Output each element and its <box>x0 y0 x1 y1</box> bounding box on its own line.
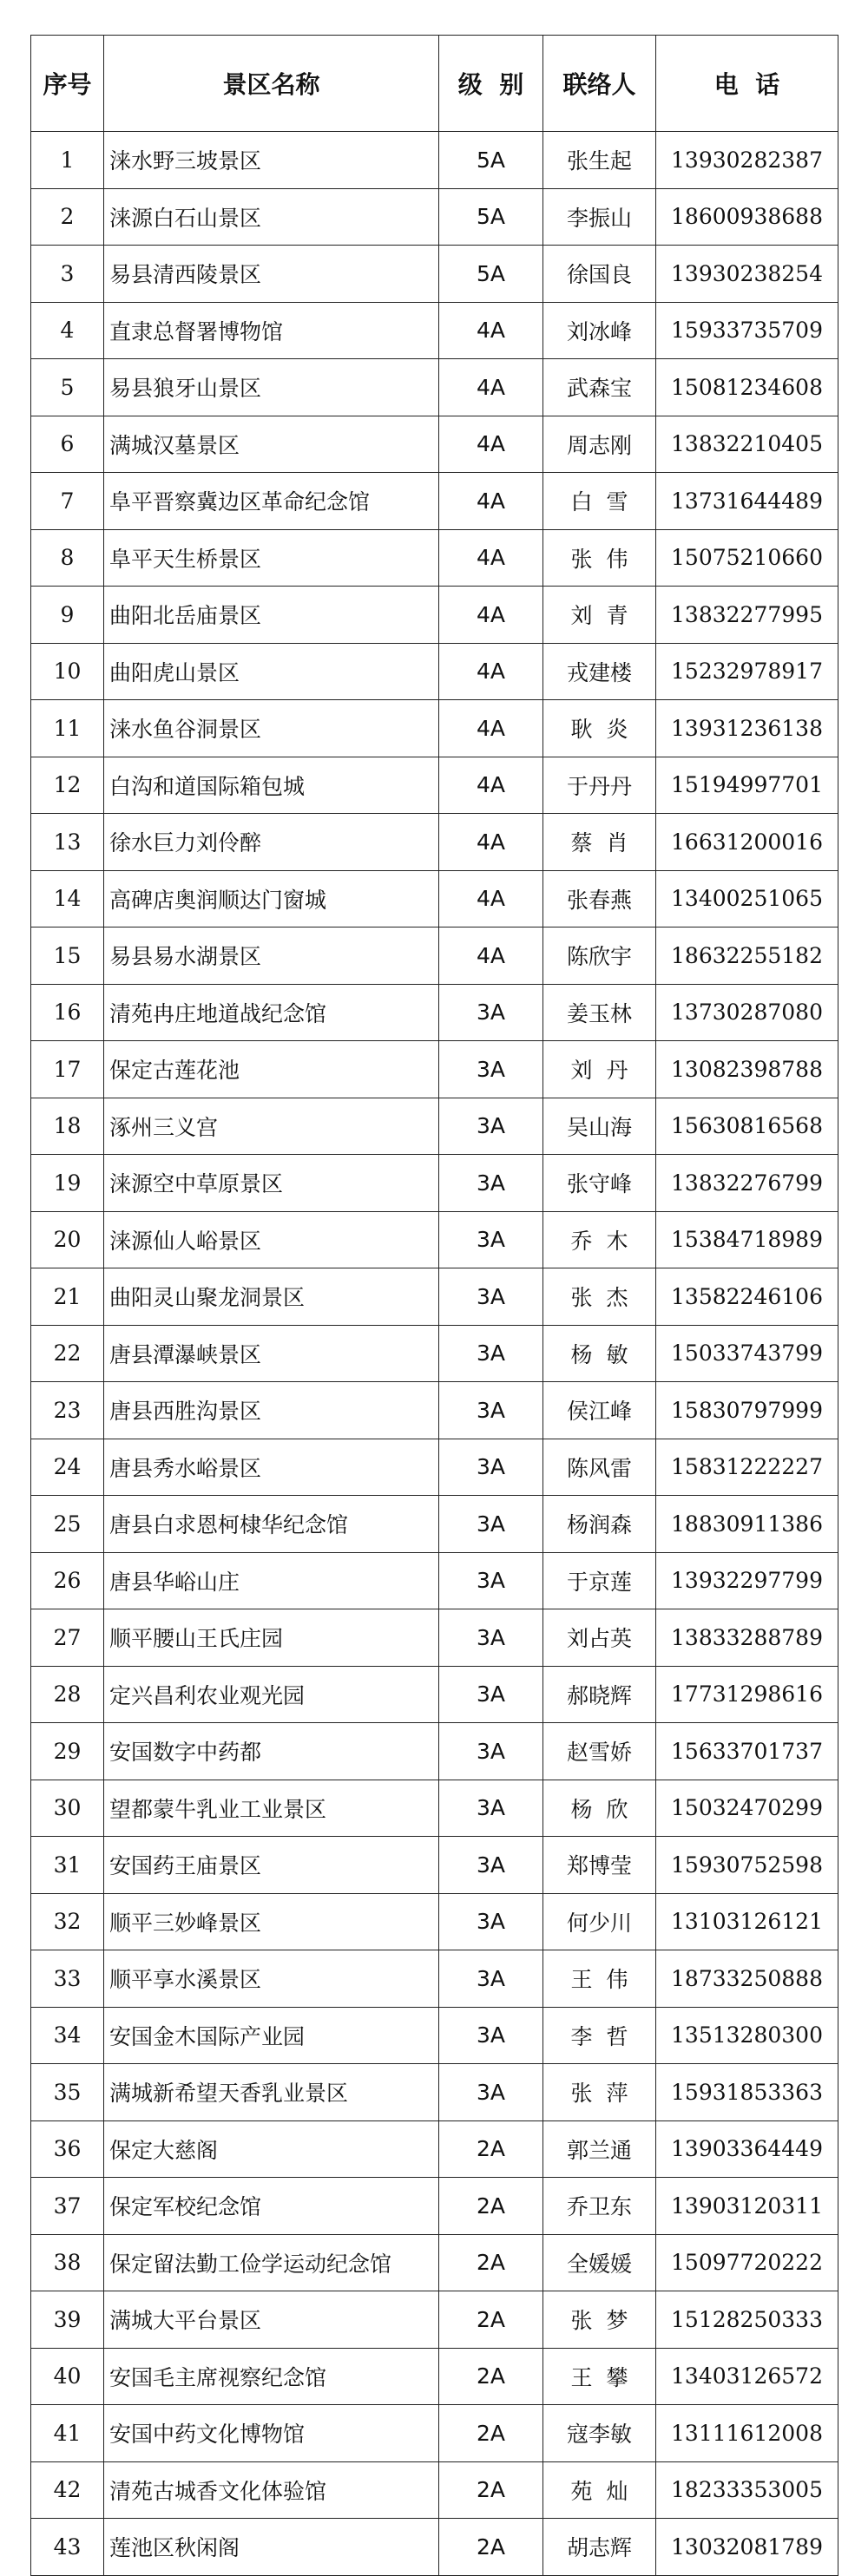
table-row <box>31 1382 838 1439</box>
row-index-cell: 12 <box>31 757 104 814</box>
table-row <box>31 1268 838 1326</box>
table-row <box>31 643 838 700</box>
row-phone-cell: 15830797999 <box>656 1382 838 1439</box>
row-index-cell: 9 <box>31 587 104 644</box>
row-phone-cell: 13832277995 <box>656 587 838 644</box>
row-name-cell: 涿州三义宫 <box>104 1098 439 1155</box>
row-level-cell: 2A <box>439 2234 543 2291</box>
row-contact-cell: 陈风雷 <box>543 1439 656 1496</box>
header-phone: 电 话 <box>656 36 838 132</box>
row-phone-cell: 18733250888 <box>656 1950 838 2008</box>
row-index-cell: 35 <box>31 2064 104 2121</box>
table-row <box>31 984 838 1041</box>
row-phone-cell: 15384718989 <box>656 1211 838 1268</box>
row-index-cell: 24 <box>31 1439 104 1496</box>
row-contact-cell: 刘冰峰 <box>543 302 656 359</box>
row-contact-cell: 张春燕 <box>543 870 656 927</box>
row-phone-cell: 15194997701 <box>656 757 838 814</box>
row-name-cell: 白沟和道国际箱包城 <box>104 757 439 814</box>
table-row <box>31 1552 838 1609</box>
table-row <box>31 2178 838 2235</box>
row-index-cell: 17 <box>31 1041 104 1098</box>
row-contact-cell: 王 攀 <box>543 2348 656 2405</box>
row-phone-cell: 13730287080 <box>656 984 838 1041</box>
table-row <box>31 700 838 757</box>
row-index-cell: 39 <box>31 2291 104 2349</box>
row-level-cell: 3A <box>439 1211 543 1268</box>
row-contact-cell: 徐国良 <box>543 246 656 303</box>
row-index-cell: 1 <box>31 132 104 189</box>
row-index-cell: 2 <box>31 188 104 246</box>
table-row <box>31 2291 838 2349</box>
row-index-cell: 4 <box>31 302 104 359</box>
row-level-cell: 3A <box>439 984 543 1041</box>
row-phone-cell: 13582246106 <box>656 1268 838 1326</box>
row-contact-cell: 杨 敏 <box>543 1325 656 1382</box>
row-contact-cell: 杨 欣 <box>543 1780 656 1837</box>
row-index-cell: 26 <box>31 1552 104 1609</box>
row-phone-cell: 13903364449 <box>656 2120 838 2178</box>
row-contact-cell: 乔卫东 <box>543 2178 656 2235</box>
row-phone-cell: 13111612008 <box>656 2405 838 2462</box>
row-index-cell: 15 <box>31 927 104 985</box>
table-row <box>31 1211 838 1268</box>
row-name-cell: 莲池区秋闲阁 <box>104 2519 439 2576</box>
row-phone-cell: 13032081789 <box>656 2519 838 2576</box>
row-level-cell: 3A <box>439 1439 543 1496</box>
row-name-cell: 易县狼牙山景区 <box>104 359 439 416</box>
row-contact-cell: 陈欣宇 <box>543 927 656 985</box>
table-row <box>31 132 838 189</box>
row-contact-cell: 刘占英 <box>543 1609 656 1667</box>
row-level-cell: 3A <box>439 1837 543 1894</box>
row-index-cell: 29 <box>31 1723 104 1780</box>
row-phone-cell: 15831222227 <box>656 1439 838 1496</box>
row-phone-cell: 13400251065 <box>656 870 838 927</box>
row-contact-cell: 何少川 <box>543 1893 656 1950</box>
table-row <box>31 587 838 644</box>
table-body <box>31 132 838 2576</box>
row-phone-cell: 18632255182 <box>656 927 838 985</box>
row-name-cell: 望都蒙牛乳业工业景区 <box>104 1780 439 1837</box>
row-phone-cell: 15075210660 <box>656 529 838 587</box>
scenic-area-contact-table-container <box>30 35 838 2576</box>
row-name-cell: 易县清西陵景区 <box>104 246 439 303</box>
row-index-cell: 21 <box>31 1268 104 1326</box>
table-row <box>31 1098 838 1155</box>
row-contact-cell: 刘 青 <box>543 587 656 644</box>
row-contact-cell: 赵雪娇 <box>543 1723 656 1780</box>
row-index-cell: 7 <box>31 473 104 530</box>
table-row <box>31 2461 838 2519</box>
row-contact-cell: 郭兰通 <box>543 2120 656 2178</box>
row-name-cell: 唐县西胜沟景区 <box>104 1382 439 1439</box>
row-contact-cell: 吴山海 <box>543 1098 656 1155</box>
row-level-cell: 2A <box>439 2405 543 2462</box>
row-level-cell: 5A <box>439 246 543 303</box>
row-name-cell: 易县易水湖景区 <box>104 927 439 985</box>
row-level-cell: 3A <box>439 1950 543 2008</box>
row-contact-cell: 张 萍 <box>543 2064 656 2121</box>
row-index-cell: 31 <box>31 1837 104 1894</box>
row-phone-cell: 15933735709 <box>656 302 838 359</box>
row-name-cell: 涞源仙人峪景区 <box>104 1211 439 1268</box>
row-level-cell: 5A <box>439 188 543 246</box>
row-phone-cell: 15032470299 <box>656 1780 838 1837</box>
table-row <box>31 2348 838 2405</box>
row-index-cell: 18 <box>31 1098 104 1155</box>
table-row <box>31 359 838 416</box>
row-name-cell: 曲阳北岳庙景区 <box>104 587 439 644</box>
row-phone-cell: 13832276799 <box>656 1155 838 1212</box>
row-contact-cell: 全媛媛 <box>543 2234 656 2291</box>
row-phone-cell: 15128250333 <box>656 2291 838 2349</box>
row-phone-cell: 17731298616 <box>656 1666 838 1723</box>
row-level-cell: 4A <box>439 700 543 757</box>
row-index-cell: 33 <box>31 1950 104 2008</box>
table-row <box>31 1041 838 1098</box>
row-phone-cell: 13833288789 <box>656 1609 838 1667</box>
row-phone-cell: 15232978917 <box>656 643 838 700</box>
row-name-cell: 安国金木国际产业园 <box>104 2007 439 2064</box>
row-index-cell: 8 <box>31 529 104 587</box>
row-contact-cell: 李振山 <box>543 188 656 246</box>
row-contact-cell: 戎建楼 <box>543 643 656 700</box>
row-level-cell: 4A <box>439 927 543 985</box>
table-row <box>31 927 838 985</box>
table-row <box>31 473 838 530</box>
row-phone-cell: 16631200016 <box>656 814 838 871</box>
table-row <box>31 870 838 927</box>
row-level-cell: 3A <box>439 1666 543 1723</box>
row-name-cell: 阜平晋察冀边区革命纪念馆 <box>104 473 439 530</box>
table-row <box>31 1609 838 1667</box>
row-level-cell: 4A <box>439 814 543 871</box>
row-index-cell: 34 <box>31 2007 104 2064</box>
row-name-cell: 曲阳虎山景区 <box>104 643 439 700</box>
row-name-cell: 唐县潭瀑峡景区 <box>104 1325 439 1382</box>
row-level-cell: 3A <box>439 1325 543 1382</box>
row-contact-cell: 胡志辉 <box>543 2519 656 2576</box>
row-level-cell: 3A <box>439 2064 543 2121</box>
row-phone-cell: 18830911386 <box>656 1496 838 1553</box>
table-row <box>31 1893 838 1950</box>
row-level-cell: 3A <box>439 1496 543 1553</box>
row-phone-cell: 13930282387 <box>656 132 838 189</box>
row-phone-cell: 15097720222 <box>656 2234 838 2291</box>
row-level-cell: 3A <box>439 1268 543 1326</box>
row-level-cell: 4A <box>439 473 543 530</box>
row-index-cell: 41 <box>31 2405 104 2462</box>
header-name: 景区名称 <box>104 36 439 132</box>
row-index-cell: 19 <box>31 1155 104 1212</box>
row-index-cell: 36 <box>31 2120 104 2178</box>
row-index-cell: 10 <box>31 643 104 700</box>
row-contact-cell: 侯江峰 <box>543 1382 656 1439</box>
row-contact-cell: 张守峰 <box>543 1155 656 1212</box>
row-level-cell: 5A <box>439 132 543 189</box>
row-contact-cell: 郝晓辉 <box>543 1666 656 1723</box>
row-level-cell: 2A <box>439 2348 543 2405</box>
row-contact-cell: 张 杰 <box>543 1268 656 1326</box>
row-index-cell: 40 <box>31 2348 104 2405</box>
row-phone-cell: 15931853363 <box>656 2064 838 2121</box>
row-contact-cell: 李 哲 <box>543 2007 656 2064</box>
row-index-cell: 27 <box>31 1609 104 1667</box>
table-row <box>31 302 838 359</box>
row-name-cell: 清苑古城香文化体验馆 <box>104 2461 439 2519</box>
row-index-cell: 13 <box>31 814 104 871</box>
row-name-cell: 涞源空中草原景区 <box>104 1155 439 1212</box>
row-index-cell: 6 <box>31 416 104 473</box>
row-level-cell: 2A <box>439 2291 543 2349</box>
table-row <box>31 188 838 246</box>
row-level-cell: 4A <box>439 587 543 644</box>
row-level-cell: 2A <box>439 2519 543 2576</box>
table-row <box>31 2064 838 2121</box>
row-name-cell: 安国数字中药都 <box>104 1723 439 1780</box>
table-row <box>31 246 838 303</box>
row-index-cell: 20 <box>31 1211 104 1268</box>
table-row <box>31 1325 838 1382</box>
row-phone-cell: 13832210405 <box>656 416 838 473</box>
row-level-cell: 2A <box>439 2461 543 2519</box>
table-row <box>31 757 838 814</box>
row-phone-cell: 13082398788 <box>656 1041 838 1098</box>
row-name-cell: 满城汉墓景区 <box>104 416 439 473</box>
scenic-area-contact-table <box>30 35 838 2576</box>
row-phone-cell: 13930238254 <box>656 246 838 303</box>
row-level-cell: 3A <box>439 1723 543 1780</box>
table-row <box>31 2120 838 2178</box>
row-level-cell: 3A <box>439 1098 543 1155</box>
table-row <box>31 1950 838 2008</box>
row-level-cell: 3A <box>439 1041 543 1098</box>
row-name-cell: 高碑店奥润顺达门窗城 <box>104 870 439 927</box>
row-name-cell: 曲阳灵山聚龙洞景区 <box>104 1268 439 1326</box>
row-level-cell: 4A <box>439 416 543 473</box>
row-name-cell: 安国中药文化博物馆 <box>104 2405 439 2462</box>
row-name-cell: 保定军校纪念馆 <box>104 2178 439 2235</box>
row-name-cell: 清苑冉庄地道战纪念馆 <box>104 984 439 1041</box>
row-name-cell: 唐县白求恩柯棣华纪念馆 <box>104 1496 439 1553</box>
row-name-cell: 安国毛主席视察纪念馆 <box>104 2348 439 2405</box>
row-name-cell: 涞源白石山景区 <box>104 188 439 246</box>
row-phone-cell: 15630816568 <box>656 1098 838 1155</box>
row-index-cell: 11 <box>31 700 104 757</box>
row-level-cell: 3A <box>439 2007 543 2064</box>
row-index-cell: 3 <box>31 246 104 303</box>
table-row <box>31 2519 838 2576</box>
row-index-cell: 25 <box>31 1496 104 1553</box>
row-phone-cell: 15633701737 <box>656 1723 838 1780</box>
table-row <box>31 1780 838 1837</box>
row-phone-cell: 18600938688 <box>656 188 838 246</box>
row-phone-cell: 15930752598 <box>656 1837 838 1894</box>
table-row <box>31 1666 838 1723</box>
row-level-cell: 4A <box>439 643 543 700</box>
table-row <box>31 416 838 473</box>
row-phone-cell: 15033743799 <box>656 1325 838 1382</box>
row-name-cell: 保定古莲花池 <box>104 1041 439 1098</box>
row-name-cell: 顺平三妙峰景区 <box>104 1893 439 1950</box>
row-level-cell: 3A <box>439 1780 543 1837</box>
table-header-row <box>31 36 838 132</box>
row-level-cell: 2A <box>439 2178 543 2235</box>
row-name-cell: 满城大平台景区 <box>104 2291 439 2349</box>
row-name-cell: 唐县秀水峪景区 <box>104 1439 439 1496</box>
row-level-cell: 4A <box>439 870 543 927</box>
row-name-cell: 唐县华峪山庄 <box>104 1552 439 1609</box>
row-phone-cell: 13403126572 <box>656 2348 838 2405</box>
row-phone-cell: 13931236138 <box>656 700 838 757</box>
row-contact-cell: 于京莲 <box>543 1552 656 1609</box>
row-phone-cell: 13103126121 <box>656 1893 838 1950</box>
row-index-cell: 43 <box>31 2519 104 2576</box>
row-level-cell: 3A <box>439 1609 543 1667</box>
row-phone-cell: 13731644489 <box>656 473 838 530</box>
row-contact-cell: 张 梦 <box>543 2291 656 2349</box>
table-row <box>31 2405 838 2462</box>
row-name-cell: 安国药王庙景区 <box>104 1837 439 1894</box>
row-contact-cell: 蔡 肖 <box>543 814 656 871</box>
row-level-cell: 3A <box>439 1552 543 1609</box>
row-index-cell: 38 <box>31 2234 104 2291</box>
row-name-cell: 涞水野三坡景区 <box>104 132 439 189</box>
table-row <box>31 1723 838 1780</box>
row-name-cell: 定兴昌利农业观光园 <box>104 1666 439 1723</box>
header-level: 级 别 <box>439 36 543 132</box>
table-row <box>31 2234 838 2291</box>
row-index-cell: 30 <box>31 1780 104 1837</box>
header-contact: 联络人 <box>543 36 656 132</box>
row-name-cell: 直隶总督署博物馆 <box>104 302 439 359</box>
row-level-cell: 4A <box>439 302 543 359</box>
row-level-cell: 2A <box>439 2120 543 2178</box>
row-contact-cell: 周志刚 <box>543 416 656 473</box>
table-row <box>31 2007 838 2064</box>
row-name-cell: 保定大慈阁 <box>104 2120 439 2178</box>
row-phone-cell: 18233353005 <box>656 2461 838 2519</box>
row-contact-cell: 寇李敏 <box>543 2405 656 2462</box>
row-contact-cell: 苑 灿 <box>543 2461 656 2519</box>
header-index: 序号 <box>31 36 104 132</box>
row-contact-cell: 刘 丹 <box>543 1041 656 1098</box>
row-level-cell: 3A <box>439 1155 543 1212</box>
row-name-cell: 涞水鱼谷洞景区 <box>104 700 439 757</box>
row-name-cell: 满城新希望天香乳业景区 <box>104 2064 439 2121</box>
row-level-cell: 4A <box>439 529 543 587</box>
table-row <box>31 814 838 871</box>
row-contact-cell: 武森宝 <box>543 359 656 416</box>
row-level-cell: 3A <box>439 1382 543 1439</box>
row-index-cell: 14 <box>31 870 104 927</box>
row-level-cell: 4A <box>439 757 543 814</box>
row-index-cell: 5 <box>31 359 104 416</box>
row-contact-cell: 张 伟 <box>543 529 656 587</box>
row-contact-cell: 乔 木 <box>543 1211 656 1268</box>
row-index-cell: 23 <box>31 1382 104 1439</box>
row-contact-cell: 白 雪 <box>543 473 656 530</box>
table-row <box>31 529 838 587</box>
row-index-cell: 16 <box>31 984 104 1041</box>
row-name-cell: 顺平享水溪景区 <box>104 1950 439 2008</box>
row-contact-cell: 杨润森 <box>543 1496 656 1553</box>
row-index-cell: 28 <box>31 1666 104 1723</box>
row-index-cell: 22 <box>31 1325 104 1382</box>
row-contact-cell: 郑博莹 <box>543 1837 656 1894</box>
table-row <box>31 1439 838 1496</box>
row-contact-cell: 姜玉林 <box>543 984 656 1041</box>
row-name-cell: 徐水巨力刘伶醉 <box>104 814 439 871</box>
row-index-cell: 32 <box>31 1893 104 1950</box>
table-row <box>31 1837 838 1894</box>
row-level-cell: 4A <box>439 359 543 416</box>
row-contact-cell: 于丹丹 <box>543 757 656 814</box>
row-name-cell: 顺平腰山王氏庄园 <box>104 1609 439 1667</box>
row-index-cell: 37 <box>31 2178 104 2235</box>
row-contact-cell: 耿 炎 <box>543 700 656 757</box>
row-phone-cell: 13903120311 <box>656 2178 838 2235</box>
row-phone-cell: 13513280300 <box>656 2007 838 2064</box>
row-phone-cell: 15081234608 <box>656 359 838 416</box>
row-name-cell: 保定留法勤工俭学运动纪念馆 <box>104 2234 439 2291</box>
table-row <box>31 1155 838 1212</box>
row-phone-cell: 13932297799 <box>656 1552 838 1609</box>
row-index-cell: 42 <box>31 2461 104 2519</box>
table-row <box>31 1496 838 1553</box>
row-contact-cell: 张生起 <box>543 132 656 189</box>
row-contact-cell: 王 伟 <box>543 1950 656 2008</box>
row-level-cell: 3A <box>439 1893 543 1950</box>
row-name-cell: 阜平天生桥景区 <box>104 529 439 587</box>
